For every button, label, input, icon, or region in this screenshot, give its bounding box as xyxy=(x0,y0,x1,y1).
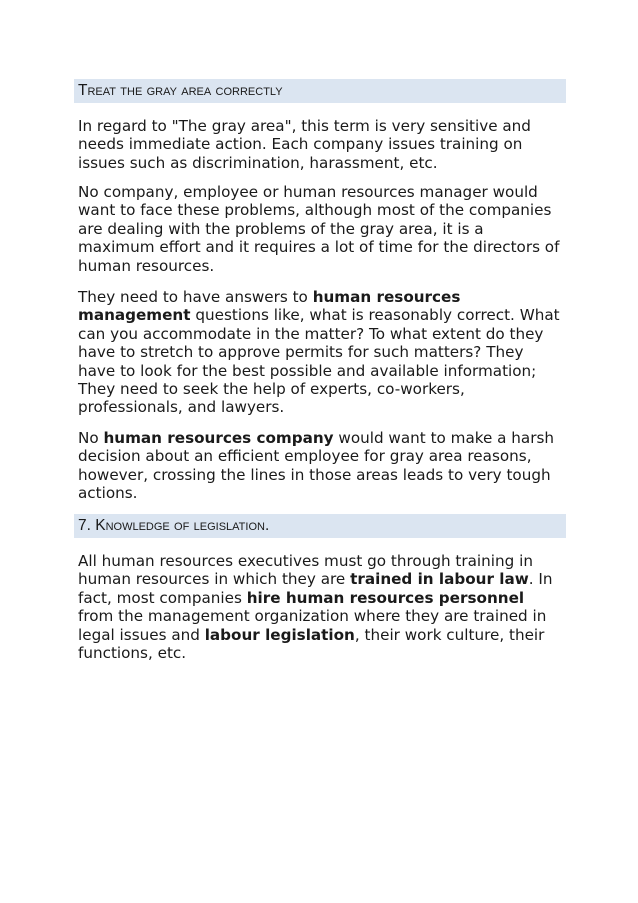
bold-term: human resources company xyxy=(103,429,334,447)
paragraph-no-company xyxy=(78,183,564,275)
text-run: , their work culture, their functions, etc. xyxy=(78,625,545,663)
text-run: They need to have answers to xyxy=(78,288,313,306)
bold-term: hire human resources personnel xyxy=(246,588,525,607)
paragraph-hr-company xyxy=(78,429,564,503)
paragraph-legislation xyxy=(78,552,564,662)
text-run: from the management organization where they are trained in legal issues and xyxy=(78,607,547,644)
text-run: In regard to "The gray area", this term is very sensitive and needs immediate action. Each company issues training on issues such as discrimination, harassment, etc. xyxy=(78,117,531,172)
bold-term: trained in labour law xyxy=(350,570,529,589)
text-run: No xyxy=(78,429,104,447)
bold-term: human resources management xyxy=(78,288,461,325)
text-run: would want to make a harsh decision about an efficient employee for gray area reasons, however, crossing the lines in those areas leads to very tough actions. xyxy=(78,429,555,503)
paragraph-gray-area-intro xyxy=(78,117,564,172)
bold-term: labour legislation xyxy=(204,625,355,644)
paragraph-answers xyxy=(78,288,564,417)
text-run: All human resources executives must go through training in human resources in which they are xyxy=(78,552,533,589)
section-heading-gray-area: Treat the gray area correctly xyxy=(74,79,566,103)
text-run: questions like, what is reasonably correct. What can you accommodate in the matter? To what extent do they have to stretch to approve permits for such matters? They have to look for the best possible and available information; They need to seek the help of experts, co-workers, professionals, and lawyers. xyxy=(78,306,560,417)
text-run: . In fact, most companies xyxy=(78,570,553,607)
section-heading-legislation: 7. Knowledge of legislation. xyxy=(74,514,566,538)
text-run: No company, employee or human resources manager would want to face these problems, although most of the companies are dealing with the problems of the gray area, it is a maximum effort and it requires a lot of time for the directors of human resources. xyxy=(78,183,560,275)
